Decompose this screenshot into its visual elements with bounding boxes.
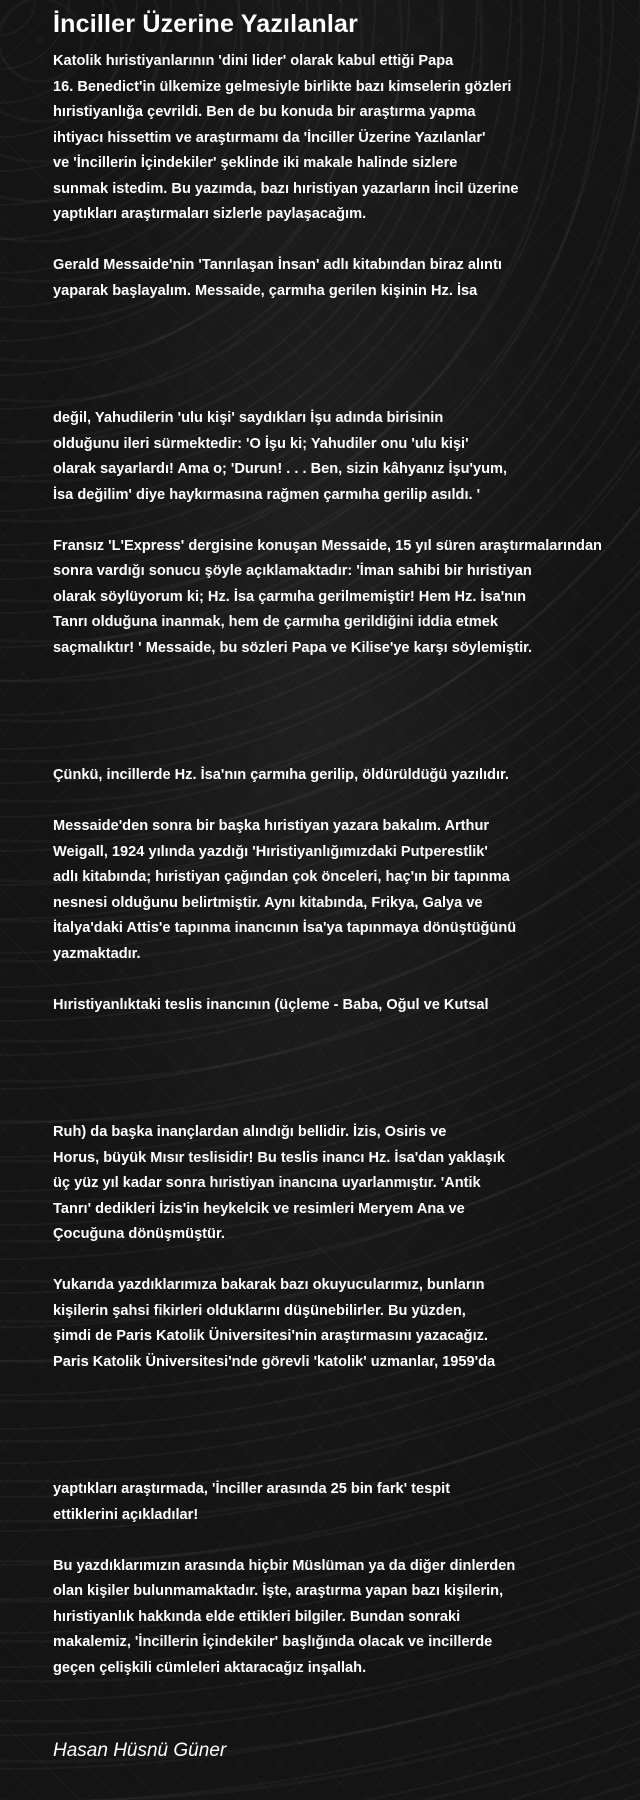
text-line: olduğunu ileri sürmektedir: 'O İşu ki; Yahudiler onu 'ulu kişi': [53, 435, 469, 452]
paragraph-10: [53, 1477, 628, 1528]
text-line: kişilerin şahsi fikirleri olduklarını düşünebilirler. Bu yüzden,: [53, 1302, 466, 1319]
text-line: Gerald Messaide'nin 'Tanrılaşan İnsan' adlı kitabından biraz alıntı: [53, 257, 502, 273]
text-line: Fransız 'L'Express' dergisine konuşan Messaide, 15 yıl süren araştırmalarından: [53, 537, 602, 554]
text-line: Çocuğuna dönüşmüştür.: [53, 1226, 225, 1242]
text-line: 16. Benedict'in ülkemize gelmesiyle birlikte bazı kimselerin gözleri: [53, 78, 512, 95]
author-signature: Hasan Hüsnü Güner: [53, 1740, 227, 1761]
paragraph-gap: [53, 1248, 628, 1274]
section-gap: [53, 1018, 628, 1120]
text-line: şimdi de Paris Katolik Üniversitesi'nin araştırmasını yazacağız.: [53, 1328, 488, 1344]
text-line: yazmaktadır.: [53, 945, 141, 962]
paragraph-1: [53, 49, 628, 228]
text-line: geçen çelişkili cümleleri aktaracağız inşallah.: [53, 1659, 367, 1676]
paragraph-gap: [53, 508, 628, 534]
text-line: sonra vardığı sonucu şöyle açıklamaktadır: 'İman sahibi bir hıristiyan: [53, 563, 532, 579]
text-line: İsa değilim' diye haykırmasına rağmen çarmıha gerilip asıldı. ': [53, 486, 481, 503]
text-line: nesnesi olduğunu belirtmiştir. Aynı kitabında, Frikya, Galya ve: [53, 894, 483, 911]
section-gap: [53, 1375, 628, 1477]
text-line: Ruh) da başka inançlardan alındığı bellidir. İzis, Osiris ve: [53, 1124, 447, 1140]
text-line: hıristiyanlığa çevrildi. Ben de bu konuda bir araştırma yapma: [53, 104, 476, 120]
text-line: İtalya'daki Attis'e tapınma inancının İsa'ya tapınmaya dönüştüğünü: [53, 920, 517, 936]
text-line: Tanrı' dedikleri İzis'in heykelcik ve resimleri Meryem Ana ve: [53, 1200, 465, 1217]
paragraph-6: [53, 814, 628, 967]
text-line: üç yüz yıl kadar sonra hıristiyan inancına uyarlanmıştır. 'Antik: [53, 1175, 481, 1191]
paragraph-11: [53, 1554, 628, 1682]
text-line: Bu yazdıklarımızın arasında hiçbir Müslüman ya da diğer dinlerden: [53, 1557, 516, 1574]
text-line: Horus, büyük Mısır teslisidir! Bu teslis inancı Hz. İsa'dan yaklaşık: [53, 1149, 505, 1166]
text-line: Messaide'den sonra bir başka hıristiyan yazara bakalım. Arthur: [53, 818, 490, 834]
text-line: saçmalıktır! ' Messaide, bu sözleri Papa ve Kilise'ye karşı söylemiştir.: [53, 639, 533, 656]
text-line: hıristiyanlık hakkında elde ettikleri bilgiler. Bundan sonraki: [53, 1608, 461, 1625]
text-line: Çünkü, incillerde Hz. İsa'nın çarmıha gerilip, öldürüldüğü yazılıdır.: [53, 767, 509, 783]
paragraph-3: [53, 406, 628, 508]
text-line: yaptıkları araştırmaları sizlerle paylaşacağım.: [53, 206, 367, 222]
text-line: Weigall, 1924 yılında yazdığı 'Hıristiyanlığımızdaki Putperestlik': [53, 843, 488, 860]
text-line: adlı kitabında; hıristiyan çağından çok önceleri, haç'ın bir tapınma: [53, 869, 510, 885]
text-line: değil, Yahudilerin 'ulu kişi' saydıkları İşu adında birisinin: [53, 410, 444, 426]
paragraph-2: [53, 253, 628, 304]
section-gap: [53, 661, 628, 763]
text-line: yaptıkları araştırmada, 'İnciller arasında 25 bin fark' tespit: [53, 1481, 451, 1497]
text-line: ve 'İncillerin İçindekiler' şeklinde iki makale halinde sizlere: [53, 155, 458, 171]
page-title: İnciller Üzerine Yazılanlar: [53, 10, 359, 38]
text-line: Yukarıda yazdıklarımıza bakarak bazı okuyucularımız, bunların: [53, 1277, 485, 1293]
paragraph-5: [53, 763, 628, 789]
text-line: Paris Katolik Üniversitesi'nde görevli 'katolik' uzmanlar, 1959'da: [53, 1353, 496, 1370]
text-line: olarak söylüyorum ki; Hz. İsa çarmıha gerilmemiştir! Hem Hz. İsa'nın: [53, 588, 527, 605]
text-line: olarak sayarlardı! Ama o; 'Durun! . . . Ben, sizin kâhyanız İşu'yum,: [53, 461, 508, 477]
text-line: olan kişiler bulunmamaktadır. İşte, araştırma yapan bazı kişilerin,: [53, 1583, 504, 1599]
text-line: Katolik hıristiyanlarının 'dini lider' olarak kabul ettiği Papa: [53, 53, 454, 69]
text-line: Tanrı olduğuna inanmak, hem de çarmıha gerildiğini iddia etmek: [53, 614, 498, 630]
paragraph-7: [53, 993, 628, 1019]
paragraph-gap: [53, 228, 628, 254]
paragraph-4: [53, 534, 628, 662]
paragraph-gap: [53, 789, 628, 815]
paragraph-gap: [53, 967, 628, 993]
paragraph-8: [53, 1120, 628, 1248]
section-gap: [53, 304, 628, 406]
text-line: Hıristiyanlıktaki teslis inancının (üçleme - Baba, Oğul ve Kutsal: [53, 996, 489, 1013]
paragraph-9: [53, 1273, 628, 1375]
text-line: sunmak istedim. Bu yazımda, bazı hıristiyan yazarların İncil üzerine: [53, 180, 519, 197]
paragraph-gap: [53, 1528, 628, 1554]
text-line: ettiklerini açıkladılar!: [53, 1506, 199, 1523]
text-line: ihtiyacı hissettim ve araştırmamı da 'İnciller Üzerine Yazılanlar': [53, 129, 486, 146]
text-line: yaparak başlayalım. Messaide, çarmıha gerilen kişinin Hz. İsa: [53, 282, 478, 299]
text-line: makalemiz, 'İncillerin İçindekiler' başlığında olacak ve incillerde: [53, 1634, 493, 1650]
